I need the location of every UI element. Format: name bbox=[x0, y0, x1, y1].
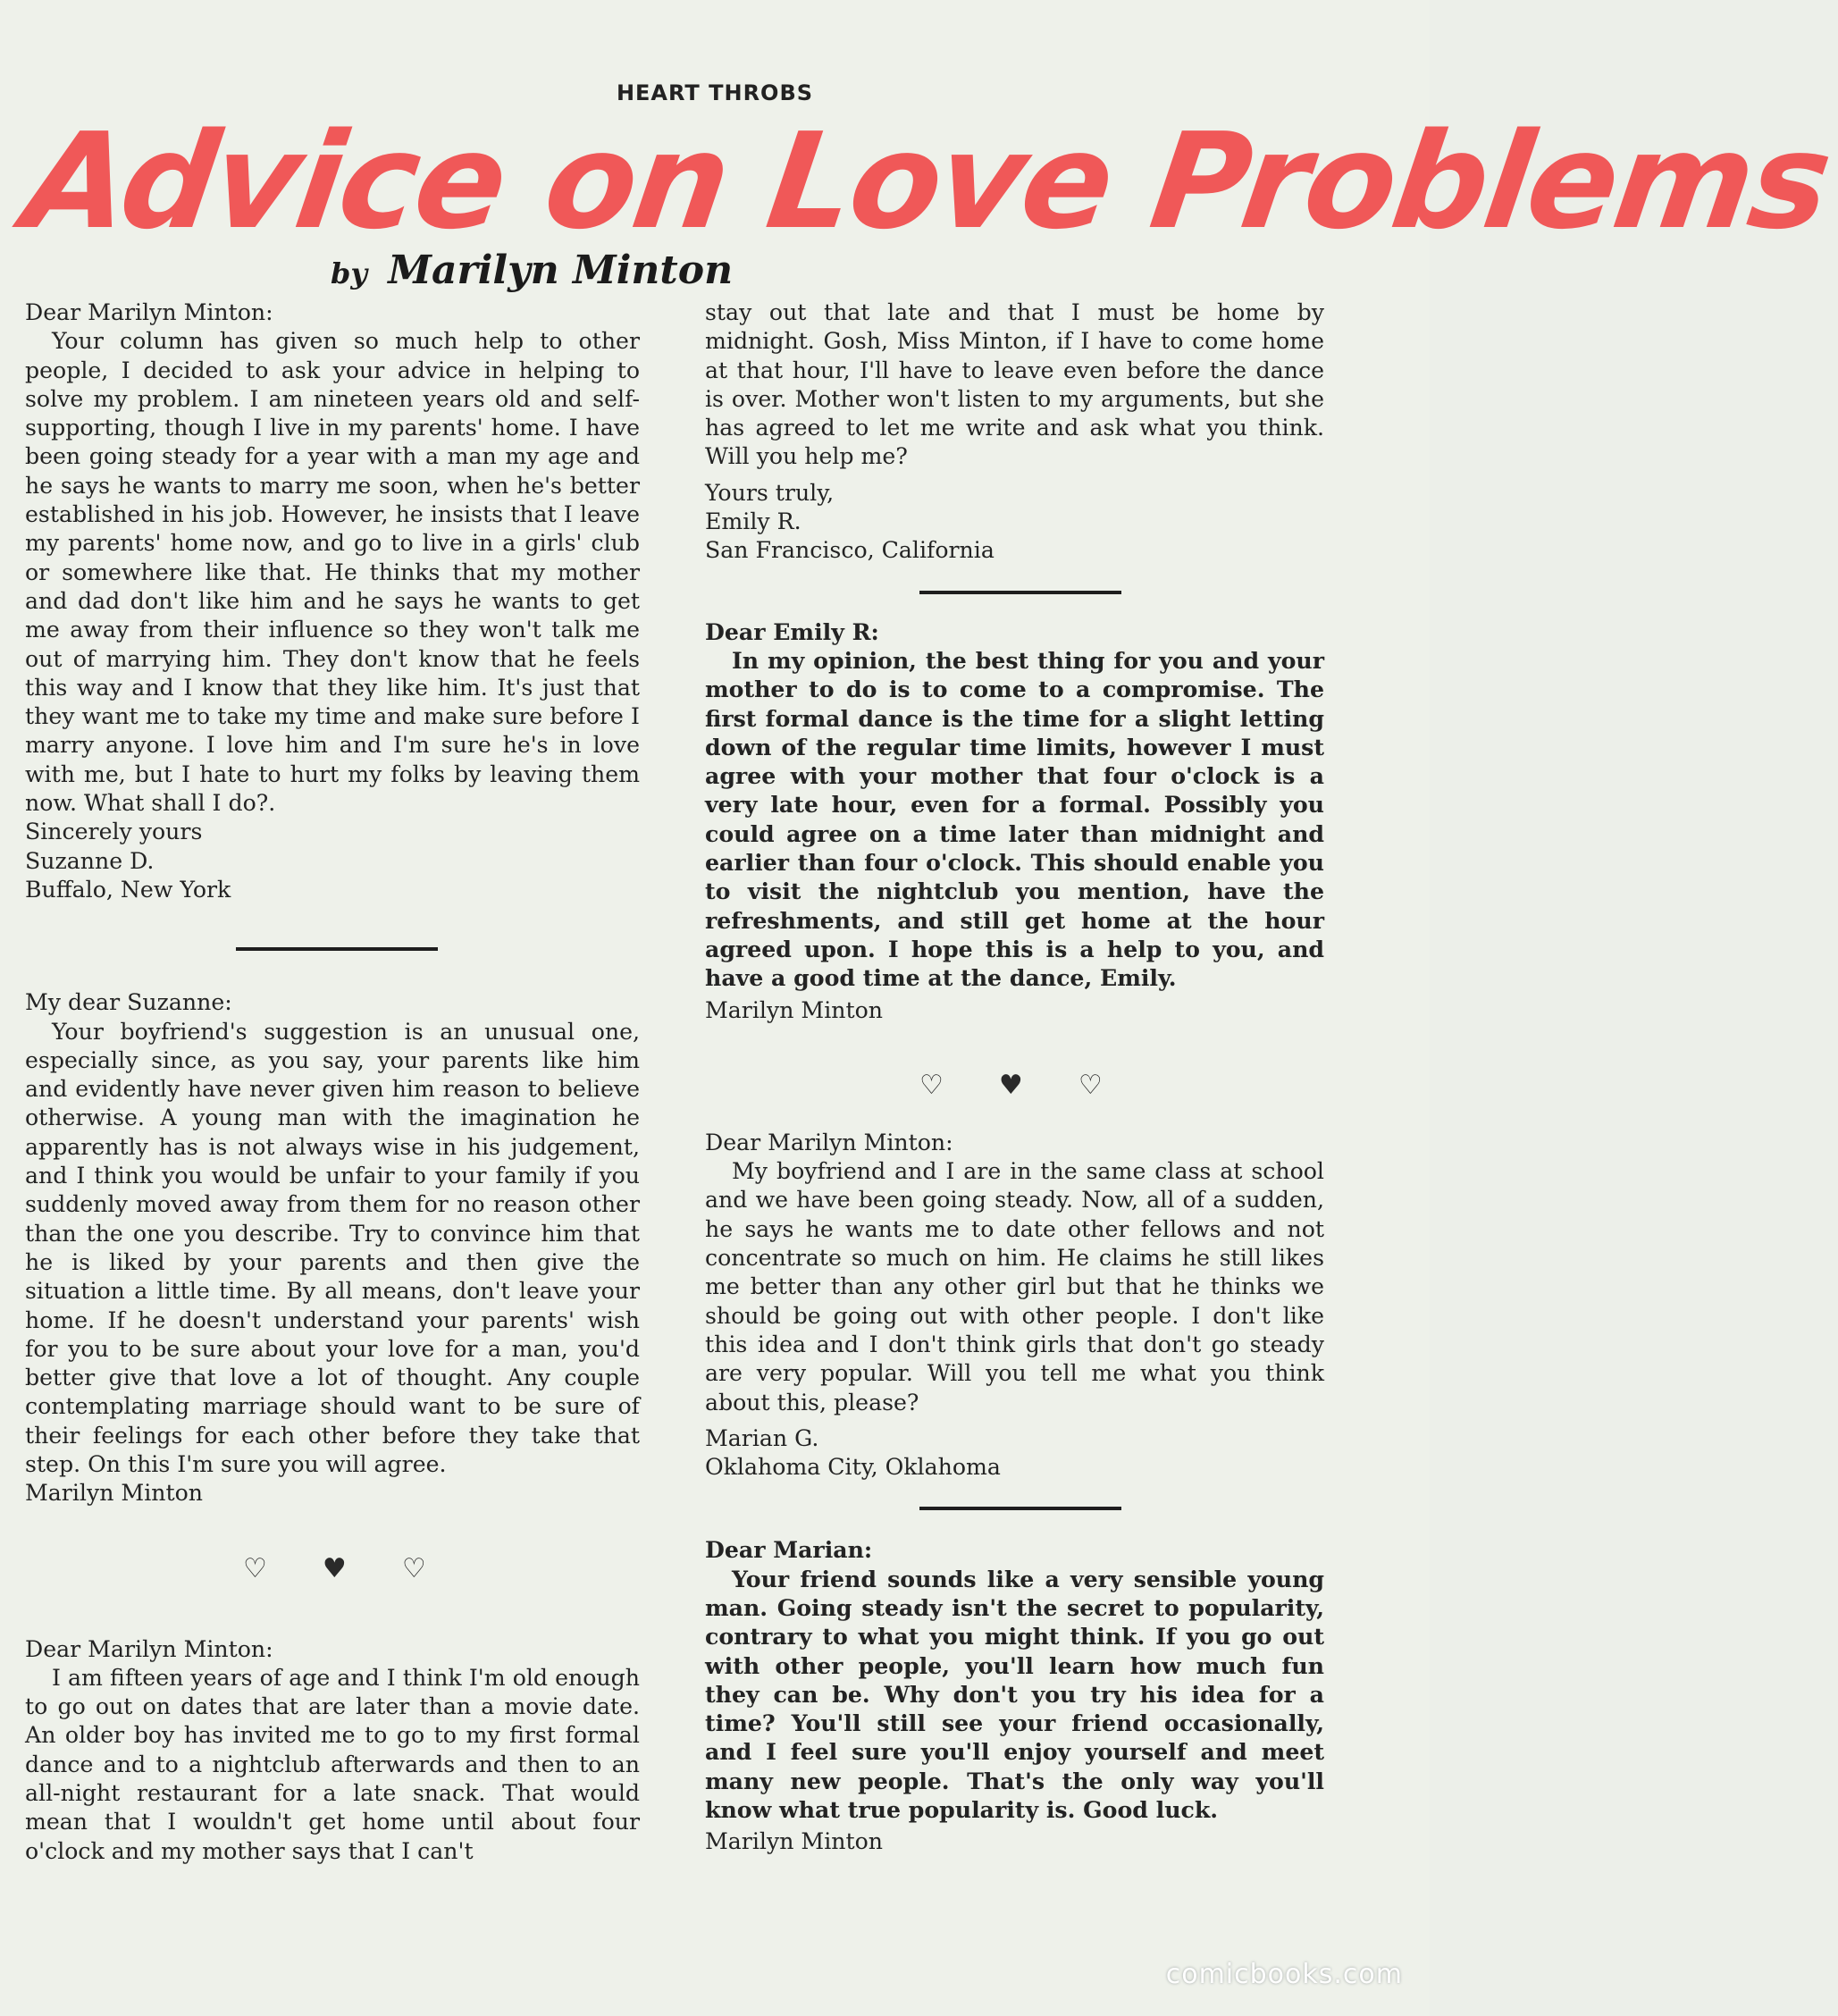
letter-location: Buffalo, New York bbox=[25, 876, 231, 903]
letter-body-part2: stay out that late and that I must be home by midnight. Gosh, Miss Minton, if I have to come home at that hour, I'll have to leave even before the dance is over. Mother won't listen to my arguments, but she has agreed to let me write and ask what you think. Will you help me? bbox=[705, 299, 1324, 470]
heart-outline-icon: ♡ bbox=[1078, 1069, 1103, 1101]
magazine-masthead: HEART THROBS bbox=[616, 80, 814, 105]
reply-body: In my opinion, the best thing for you and your mother to do is to come to a compromise. The first formal dance is the time for a slight letting down of the regular time limits, however I must agree with your mother that four o'clock is a very late hour, even for a formal. Possibly you could agree on a time later than midnight and earlier than four o'clock. This should enable you to visit the nightclub you mention, have the refreshments, and still get home at the hour agreed upon. I hope this is a help to you, and have a good time at the dance, Emily. bbox=[705, 646, 1324, 992]
reply-signature: Marilyn Minton bbox=[705, 996, 883, 1023]
letter-body: Your column has given so much help to other people, I decided to ask your advice in helping to solve my problem. I am nineteen years old and self-supporting, though I live in my parents' home. I have been going steady for a year with a man my age and he says he wants to marry me soon, when he's better established in his job. However, he insists that I leave my parents' home now, and go to live in a girls' club or somewhere like that. He thinks that my mother and dad don't like him and he says he wants to get me away from their influence so they won't talk me out of marrying him. They don't know that he feels this way and I know that they like him. It's just that they want me to take my time and make sure before I marry anyone. I love him and I'm sure he's in love with me, but I hate to hurt my folks by leaving them now. What shall I do?. bbox=[25, 328, 640, 817]
letter-location: Oklahoma City, Oklahoma bbox=[705, 1454, 1001, 1481]
reply-signature: Marilyn Minton bbox=[705, 1828, 883, 1855]
reply-body: Your boyfriend's suggestion is an unusual one, especially since, as you say, your parents like him and evidently have never given him reason to believe otherwise. A young man with the imagination he apparently has is not always wise in his judgement, and I think you would be unfair to your family if you suddenly moved away from them for no reason other than the one you describe. Try to convince him that he is liked by your parents and then give the situation a little time. By all means, don't leave your home. If he doesn't understand your parents' wish for you to be sure about your love for a man, you'd better give that love a lot of thought. Any couple contemplating marriage should want to be sure of their feelings for each other before they take that step. On this I'm sure you will agree. bbox=[25, 1018, 640, 1477]
heart-outline-icon: ♡ bbox=[243, 1552, 267, 1584]
reply-salutation: My dear Suzanne: bbox=[25, 989, 232, 1016]
letter-salutation: Dear Marilyn Minton: bbox=[25, 1635, 273, 1662]
byline bbox=[331, 248, 885, 296]
letter-emily-start bbox=[25, 1635, 640, 1866]
reply-salutation: Dear Emily R: bbox=[705, 617, 879, 645]
heart-outline-icon: ♡ bbox=[919, 1069, 944, 1101]
divider-rule bbox=[919, 591, 1121, 594]
site-watermark: comicbooks.com bbox=[1165, 1959, 1403, 1990]
letter-emily-continued bbox=[705, 298, 1324, 566]
byline-prefix: by bbox=[331, 256, 367, 290]
reply-salutation: Dear Marian: bbox=[705, 1536, 873, 1564]
reply-emily bbox=[705, 617, 1324, 993]
divider-rule bbox=[236, 947, 438, 951]
byline-author: Marilyn Minton bbox=[388, 248, 734, 293]
letter-name: Marian G. bbox=[705, 1424, 819, 1451]
letter-name: Emily R. bbox=[705, 508, 802, 535]
letter-body: My boyfriend and I are in the same class at school and we have been going steady. Now, all of a sudden, he says he wants me to date other fellows and not concentrate so much on him. He claims he still likes me better than any other girl but that he thinks we should be going out with other people. I don't like this idea and I don't think girls that don't go steady are very popular. Will you tell me what you think about this, please? bbox=[705, 1158, 1324, 1415]
letter-salutation: Dear Marilyn Minton: bbox=[705, 1129, 953, 1155]
reply-marian bbox=[705, 1535, 1324, 1824]
heart-filled-icon: ♥ bbox=[322, 1552, 347, 1584]
heart-separator bbox=[243, 1552, 640, 1584]
heart-separator bbox=[919, 1071, 1324, 1100]
letter-closing: Yours truly, bbox=[705, 479, 835, 506]
letter-name: Suzanne D. bbox=[25, 847, 155, 874]
right-column bbox=[705, 298, 1324, 1857]
letter-closing: Sincerely yours bbox=[25, 819, 203, 845]
letter-marian bbox=[705, 1129, 1324, 1483]
letter-body-part1: I am fifteen years of age and I think I'm old enough to go out on dates that are later than a movie date. An older boy has invited me to go to my first formal dance and to a nightclub afterwards and then to an all-night restaurant for a late snack. That would mean that I wouldn't get home until about four o'clock and my mother says that I can't bbox=[25, 1664, 640, 1864]
letter-location: San Francisco, California bbox=[705, 537, 995, 564]
reply-suzanne bbox=[25, 988, 640, 1508]
heart-outline-icon: ♡ bbox=[401, 1552, 426, 1584]
left-column bbox=[25, 298, 640, 1866]
page-title: Advice on Love Problems bbox=[15, 105, 1838, 258]
letter-suzanne bbox=[25, 298, 640, 904]
letter-salutation: Dear Marilyn Minton: bbox=[25, 299, 273, 325]
reply-signature: Marilyn Minton bbox=[25, 1480, 203, 1507]
reply-body: Your friend sounds like a very sensible young man. Going steady isn't the secret to popularity, contrary to what you might think. If you go out with other people, you'll learn how much fun they can be. Why don't you try his idea for a time? You'll still see your friend occasionally, and I feel sure you'll enjoy yourself and meet many new people. That's the only way you'll know what true popularity is. Good luck. bbox=[705, 1565, 1324, 1824]
heart-filled-icon: ♥ bbox=[998, 1069, 1023, 1101]
divider-rule bbox=[919, 1507, 1121, 1510]
